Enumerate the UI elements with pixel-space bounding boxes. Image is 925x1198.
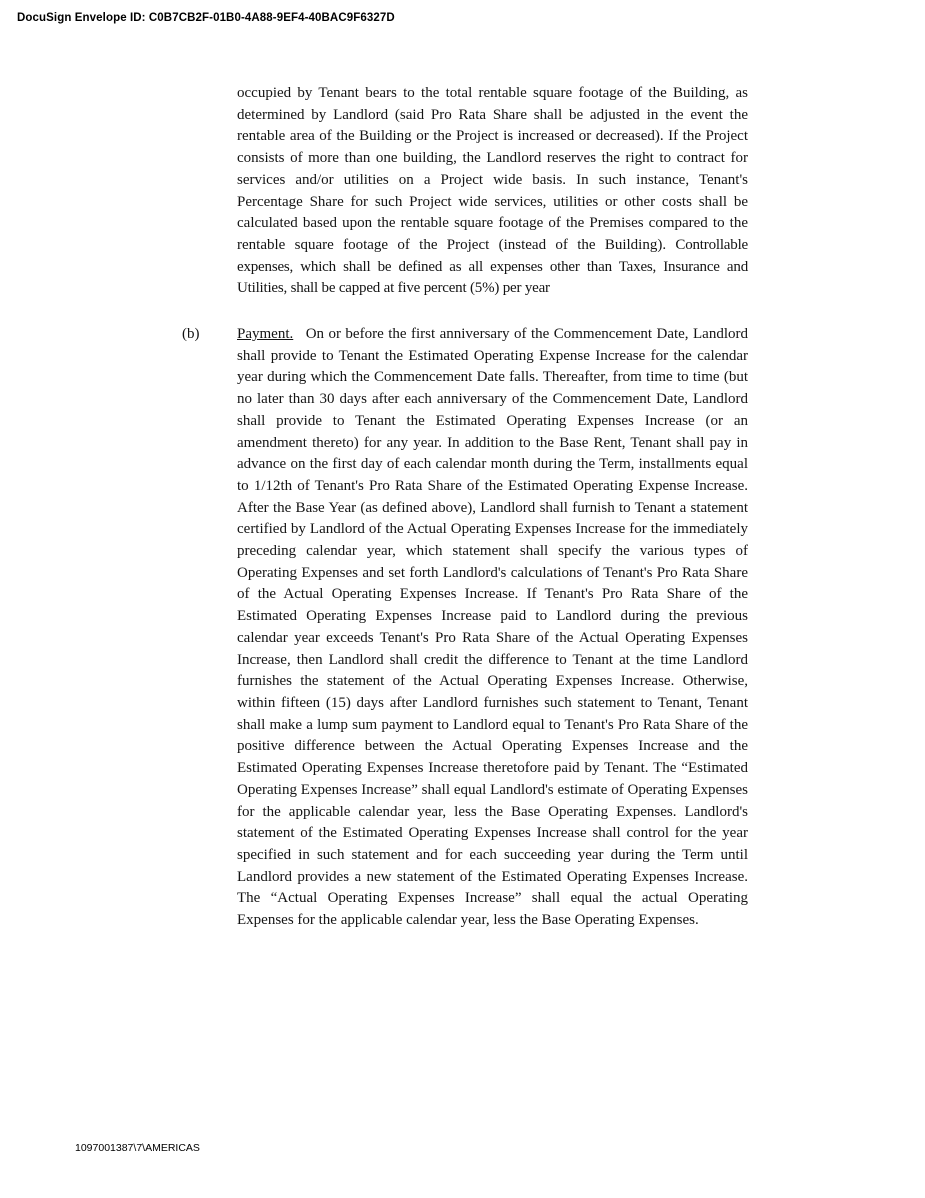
paragraph-b-heading: Payment. <box>237 326 294 343</box>
paragraph-a-main-text: occupied by Tenant bears to the total rentable square footage of the Building, as determined by Landlord (said Pro Rata Share shall be adjusted in the event the rentable area of the Building or the Project is increased or decreased). If the Project consists of more than one building, the Landlord reserves the right to contract for services and/or utilities on a Project wide basis. In such instance, Tenant's Percentage Share for such Project wide services, utilities or other costs shall be calculated based upon the rentable square footage of the Premises compared to the rentable square footage of the Project (instead of the Building). <box>237 85 748 253</box>
paragraph-a-inserted-clause: Controllable expenses, which shall be defined as all expenses other than Taxes, Insurance and Utilities, shall be capped at five percent (5%) per year <box>237 236 748 297</box>
paragraph-b <box>182 324 748 932</box>
paragraph-b-label: (b) <box>182 326 200 343</box>
docusign-envelope-id: DocuSign Envelope ID: C0B7CB2F-01B0-4A88-9EF4-40BAC9F6327D <box>17 12 395 24</box>
document-body <box>182 83 748 932</box>
document-reference-number: 1097001387\7\AMERICAS <box>75 1142 200 1154</box>
paragraph-b-body: On or before the first anniversary of the Commencement Date, Landlord shall provide to Tenant the Estimated Operating Expense Increase for the calendar year during which the Commencement Date falls. Thereafter, from time to time (but no later than 30 days after each anniversary of the Commencement Date, Landlord shall provide to Tenant the Estimated Operating Expenses Increase (or an amendment thereto) for any year. In addition to the Base Rent, Tenant shall pay in advance on the first day of each calendar month during the Term, installments equal to 1/12th of Tenant's Pro Rata Share of the Estimated Operating Expense Increase. After the Base Year (as defined above), Landlord shall furnish to Tenant a statement certified by Landlord of the Actual Operating Expenses Increase for the immediately preceding calendar year, which statement shall specify the various types of Operating Expenses and set forth Landlord's calculations of Tenant's Pro Rata Share of the Actual Operating Expenses Increase. If Tenant's Pro Rata Share of the Estimated Operating Expenses Increase paid to Landlord during the previous calendar year exceeds Tenant's Pro Rata Share of the Actual Operating Expenses Increase, then Landlord shall credit the difference to Tenant at the time Landlord furnishes the statement of the Actual Operating Expenses Increase. Otherwise, within fifteen (15) days after Landlord furnishes such statement to Tenant, Tenant shall make a lump sum payment to Landlord equal to Tenant's Pro Rata Share of the positive difference between the Actual Operating Expenses Increase and the Estimated Operating Expenses Increase theretofore paid by Tenant. The “Estimated Operating Expenses Increase” shall equal Landlord's estimate of Operating Expenses for the applicable calendar year, less the Base Operating Expenses. Landlord's statement of the Estimated Operating Expenses Increase shall control for the year specified in such statement and for each succeeding year during the Term until Landlord provides a new statement of the Estimated Operating Expenses Increase. The “Actual Operating Expenses Increase” shall equal the actual Operating Expenses for the applicable calendar year, less the Base Operating Expenses. <box>237 326 748 929</box>
paragraph-b-text <box>237 324 748 932</box>
paragraph-a-continuation <box>237 83 748 300</box>
